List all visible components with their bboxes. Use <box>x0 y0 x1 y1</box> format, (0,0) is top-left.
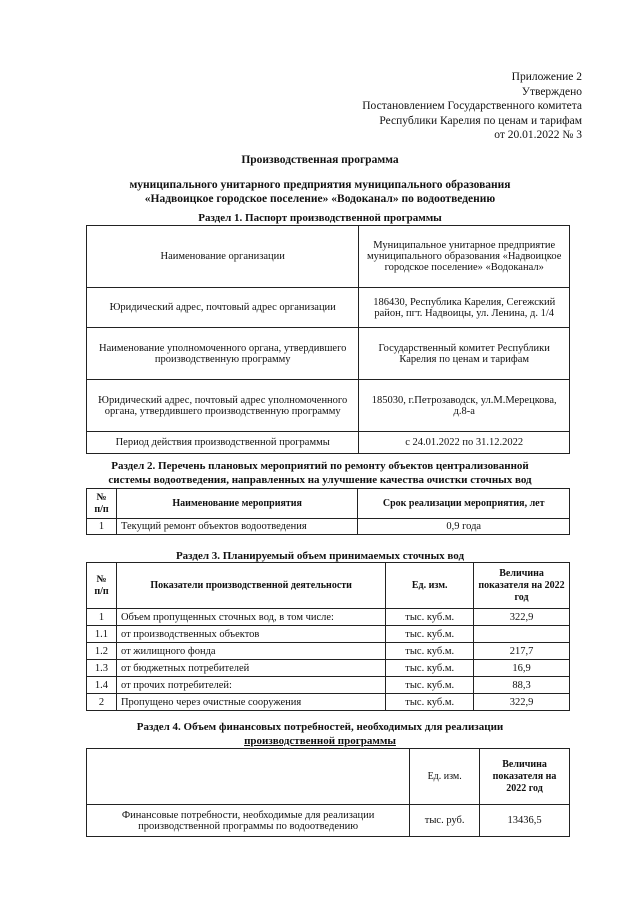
heading-line: Раздел 4. Объем финансовых потребностей, необходимых для реализации <box>136 721 504 733</box>
column-header: Ед. изм. <box>386 563 474 609</box>
table-row <box>87 805 570 837</box>
section1-heading: Раздел 1. Паспорт производственной программы <box>198 212 442 224</box>
table-cell: от жилищного фонда <box>116 643 385 660</box>
finance-table <box>86 748 570 837</box>
table-row <box>87 288 570 328</box>
table-row <box>87 328 570 380</box>
approval-line: Республики Карелия по ценам и тарифам <box>379 114 582 127</box>
table-row <box>87 226 570 288</box>
table-cell: Наименование организации <box>87 226 359 288</box>
document-subtitle <box>0 178 640 206</box>
heading-line: системы водоотведения, направленных на улучшение качества очистки сточных вод <box>108 474 532 486</box>
passport-table <box>86 225 570 454</box>
table-cell: Юридический адрес, почтовый адрес уполномоченного органа, утвердившего производственную программу <box>87 380 359 432</box>
table-row <box>87 660 570 677</box>
table-cell: 1.1 <box>87 626 117 643</box>
table-header-row <box>87 749 570 805</box>
wastewater-table <box>86 562 570 711</box>
document-title: Производственная программа <box>241 154 399 166</box>
table-cell: тыс. куб.м. <box>386 694 474 711</box>
table-cell: 1 <box>87 519 117 535</box>
column-header: Величина показателя на 2022 год <box>474 563 570 609</box>
table-cell: 2 <box>87 694 117 711</box>
table-cell <box>474 626 570 643</box>
table-cell: тыс. куб.м. <box>386 677 474 694</box>
table-cell: 1.2 <box>87 643 117 660</box>
table-row <box>87 626 570 643</box>
table-header-row <box>87 489 570 519</box>
column-header: Наименование мероприятия <box>116 489 357 519</box>
table-cell: от прочих потребителей: <box>116 677 385 694</box>
table-cell: 0,9 года <box>358 519 570 535</box>
table-cell: 1.4 <box>87 677 117 694</box>
table-cell: тыс. куб.м. <box>386 626 474 643</box>
column-header: Срок реализации мероприятия, лет <box>358 489 570 519</box>
table-cell: 13436,5 <box>480 805 570 837</box>
table-cell: Муниципальное унитарное предприятие муниципального образования «Надвоицкое городское поселение» «Водоканал» <box>359 226 570 288</box>
table-cell-empty <box>87 749 410 805</box>
table-row <box>87 609 570 626</box>
table-cell: Государственный комитет Республики Карелия по ценам и тарифам <box>359 328 570 380</box>
approval-line: Приложение 2 <box>511 71 582 83</box>
table-row <box>87 519 570 535</box>
table-cell: 217,7 <box>474 643 570 660</box>
heading-line: производственной программы <box>244 735 396 747</box>
table-cell: 186430, Республика Карелия, Сегежский район, пгт. Надвоицы, ул. Ленина, д. 1/4 <box>359 288 570 328</box>
table-header-row <box>87 563 570 609</box>
table-cell: 322,9 <box>474 609 570 626</box>
table-cell: 1.3 <box>87 660 117 677</box>
table-row <box>87 380 570 432</box>
table-cell: от бюджетных потребителей <box>116 660 385 677</box>
approval-line: Утверждено <box>521 85 582 98</box>
table-cell: от производственных объектов <box>116 626 385 643</box>
table-cell: 322,9 <box>474 694 570 711</box>
table-cell: Юридический адрес, почтовый адрес организации <box>87 288 359 328</box>
table-cell: 88,3 <box>474 677 570 694</box>
column-header: Ед. изм. <box>410 749 480 805</box>
table-row <box>87 694 570 711</box>
column-header: Показатели производственной деятельности <box>116 563 385 609</box>
column-header: Величина показателя на 2022 год <box>480 749 570 805</box>
table-cell: Текущий ремонт объектов водоотведения <box>116 519 357 535</box>
approval-line: Постановлением Государственного комитета <box>362 100 582 112</box>
approval-line: от 20.01.2022 № 3 <box>494 129 582 141</box>
heading-line: Раздел 2. Перечень плановых мероприятий по ремонту объектов централизованной <box>111 460 529 472</box>
subtitle-line: «Надвоицкое городское поселение» «Водоканал» по водоотведению <box>144 193 496 205</box>
table-cell: 1 <box>87 609 117 626</box>
column-header: № п/п <box>87 563 117 609</box>
table-cell: тыс. руб. <box>410 805 480 837</box>
section4-heading <box>0 720 640 748</box>
table-cell: Финансовые потребности, необходимые для реализации производственной программы по водоотведению <box>87 805 410 837</box>
table-row <box>87 432 570 454</box>
table-cell: Период действия производственной программы <box>87 432 359 454</box>
approval-block <box>362 70 582 143</box>
column-header: № п/п <box>87 489 117 519</box>
section3-heading: Раздел 3. Планируемый объем принимаемых сточных вод <box>175 550 465 562</box>
table-row <box>87 643 570 660</box>
table-cell: с 24.01.2022 по 31.12.2022 <box>359 432 570 454</box>
table-cell: тыс. куб.м. <box>386 609 474 626</box>
table-cell: тыс. куб.м. <box>386 643 474 660</box>
table-cell: 16,9 <box>474 660 570 677</box>
table-cell: тыс. куб.м. <box>386 660 474 677</box>
measures-table <box>86 488 570 535</box>
table-cell: Объем пропущенных сточных вод, в том числе: <box>116 609 385 626</box>
table-cell: Пропущено через очистные сооружения <box>116 694 385 711</box>
subtitle-line: муниципального унитарного предприятия муниципального образования <box>129 179 511 191</box>
table-row <box>87 677 570 694</box>
table-cell: Наименование уполномоченного органа, утвердившего производственную программу <box>87 328 359 380</box>
table-cell: 185030, г.Петрозаводск, ул.М.Мерецкова, д.8-а <box>359 380 570 432</box>
section2-heading <box>0 459 640 487</box>
